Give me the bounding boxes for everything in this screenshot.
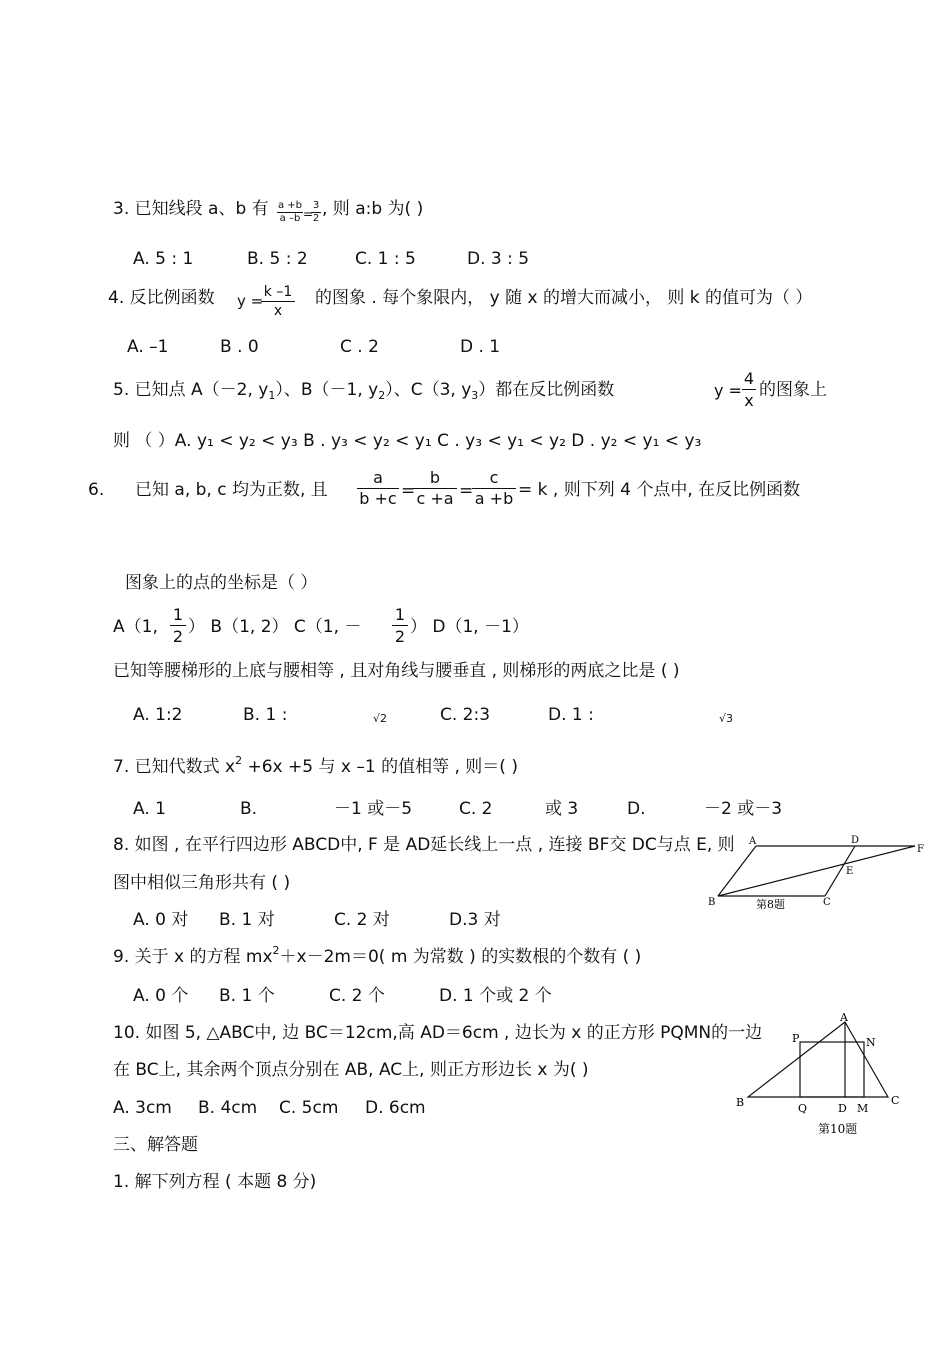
q7-option-b[interactable]: B. xyxy=(240,799,258,819)
q3-option-b[interactable]: B. 5 : 2 xyxy=(247,249,308,269)
q7-option-d[interactable]: D. xyxy=(627,799,646,819)
q10-label-n: N xyxy=(866,1036,876,1049)
q4-option-a[interactable]: A. –1 xyxy=(127,337,169,357)
q10-option-b[interactable]: B. 4cm xyxy=(198,1098,258,1118)
q10-label-m: M xyxy=(857,1102,869,1115)
q6-opt-a-num: 1 xyxy=(172,605,184,624)
trap-option-a[interactable]: A. 1:2 xyxy=(133,705,183,725)
q5-text-e: 的图象上 xyxy=(759,380,827,400)
q7-sup: 2 xyxy=(235,754,243,767)
q7-line-1 xyxy=(113,756,518,780)
q5-line-1 xyxy=(113,379,614,403)
q6-opt-a-den: 2 xyxy=(170,625,186,647)
q5-sub-3: 3 xyxy=(471,389,479,402)
q5-sub-2: 2 xyxy=(378,389,386,402)
section-3-heading: 三、解答题 xyxy=(113,1135,198,1155)
q6-text-a: 已知 a, b, c 均为正数, 且 xyxy=(135,480,328,500)
q9-option-b[interactable]: B. 1 个 xyxy=(219,986,275,1006)
q5-text-d: ）都在反比例函数 xyxy=(478,380,615,400)
q10-line-1: 10. 如图 5, △ABC中, 边 BC＝12cm,高 AD＝6cm , 边长为 x 的正方形 PQMN的一边 xyxy=(113,1023,763,1043)
q3-text-b: , 则 a:b 为( ) xyxy=(322,199,424,219)
q3-frac-num: a +b xyxy=(277,200,303,211)
q8-label-d: D xyxy=(851,835,860,846)
q3-frac-den: a –b xyxy=(277,212,303,225)
q6-frac2-den: c +a xyxy=(413,488,457,509)
q6-frac1-num: a xyxy=(373,468,383,487)
q9-line-1 xyxy=(113,946,641,970)
q6-number: 6. xyxy=(88,480,105,500)
q6-option-bc[interactable]: ） B（1, 2） C（1, － xyxy=(188,617,362,637)
q5-y-eq: y = xyxy=(714,381,742,400)
trap-sqrt3: √3 xyxy=(719,712,734,725)
q6-line-2: 图象上的点的坐标是（ ） xyxy=(125,573,318,593)
q3-option-d[interactable]: D. 3 : 5 xyxy=(467,249,530,269)
q3-option-a[interactable]: A. 5 : 1 xyxy=(133,249,194,269)
q10-option-c[interactable]: C. 5cm xyxy=(279,1098,339,1118)
q5-text-a: 5. 已知点 A（－2, y xyxy=(113,380,269,400)
q6-eq-2: = xyxy=(459,481,474,501)
q7-option-d-value: －2 或－3 xyxy=(704,799,783,819)
q8-label-b: B xyxy=(708,897,716,908)
q8-figure-caption: 第8题 xyxy=(756,898,785,911)
q10-option-d[interactable]: D. 6cm xyxy=(365,1098,426,1118)
q3-option-c[interactable]: C. 1 : 5 xyxy=(355,249,416,269)
q6-option-d[interactable]: ） D（1, －1） xyxy=(410,617,529,637)
q6-frac3-den: a +b xyxy=(472,488,516,509)
q9-option-a[interactable]: A. 0 个 xyxy=(133,986,189,1006)
q8-line-1: 8. 如图 , 在平行四边形 ABCD中, F 是 AD延长线上一点 , 连接 BF交 DC与点 E, 则 xyxy=(113,835,735,855)
q5-sub-1: 1 xyxy=(268,389,276,402)
q6-text-b: = k , 则下列 4 个点中, 在反比例函数 xyxy=(518,480,801,500)
q10-label-d: D xyxy=(838,1102,847,1115)
q4-option-c[interactable]: C . 2 xyxy=(340,337,379,357)
q8-option-a[interactable]: A. 0 对 xyxy=(133,910,189,930)
q7-option-b-value: －1 或－5 xyxy=(334,799,413,819)
q10-label-c: C xyxy=(891,1094,900,1107)
q10-label-p: P xyxy=(792,1032,800,1045)
q6-frac3-num: c xyxy=(489,468,499,487)
q6-opt-c-den: 2 xyxy=(392,625,408,647)
q4-option-b[interactable]: B . 0 xyxy=(220,337,259,357)
q7-text-a: 7. 已知代数式 x xyxy=(113,757,236,777)
q10-label-b: B xyxy=(736,1096,745,1109)
q8-label-c: C xyxy=(823,897,831,908)
q5-line-2: 则 （ ）A. y₁ < y₂ < y₃ B . y₃ < y₂ < y₁ C . y₃ < y₁ < y₂ D . y₂ < y₁ < y₃ xyxy=(113,431,702,451)
q5-frac-num: 4 xyxy=(743,369,755,388)
q6-frac1-den: b +c xyxy=(357,488,399,509)
q8-label-e: E xyxy=(846,866,854,877)
q7-option-a[interactable]: A. 1 xyxy=(133,799,166,819)
q5-text-c: ）、C（3, y xyxy=(385,380,472,400)
q9-option-c[interactable]: C. 2 个 xyxy=(329,986,385,1006)
trap-option-b[interactable]: B. 1 : xyxy=(243,705,288,725)
q5-text-b: ）、B（－1, y xyxy=(275,380,379,400)
q6-option-a[interactable]: A（1, xyxy=(113,617,158,637)
q8-label-a: A xyxy=(749,836,757,847)
q6-eq-1: = xyxy=(401,481,416,501)
q3-text-a: 3. 已知线段 a、b 有 xyxy=(113,199,269,219)
q10-option-a[interactable]: A. 3cm xyxy=(113,1098,172,1118)
q3-frac-eq: = xyxy=(303,207,314,221)
trap-sqrt2: √2 xyxy=(373,712,388,725)
q4-frac-den: x xyxy=(261,301,295,320)
q7-option-c[interactable]: C. 2 xyxy=(459,799,493,819)
q8-option-b[interactable]: B. 1 对 xyxy=(219,910,275,930)
q6-opt-c-num: 1 xyxy=(394,605,406,624)
q10-triangle-figure xyxy=(730,1012,910,1142)
q4-option-d[interactable]: D . 1 xyxy=(460,337,501,357)
q8-option-d[interactable]: D.3 对 xyxy=(449,910,501,930)
q7-text-b: +6x +5 与 x –1 的值相等 , 则＝( ) xyxy=(242,757,518,777)
q6-frac2-num: b xyxy=(429,468,441,487)
trap-text: 已知等腰梯形的上底与腰相等 , 且对角线与腰垂直 , 则梯形的两底之比是 ( ) xyxy=(113,661,680,681)
q8-parallelogram-figure xyxy=(700,832,940,916)
q10-label-a: A xyxy=(840,1012,848,1024)
q4-y-eq: y = xyxy=(237,292,264,310)
q8-option-c[interactable]: C. 2 对 xyxy=(334,910,390,930)
q5-frac-den: x xyxy=(742,389,756,411)
q8-line-2: 图中相似三角形共有 ( ) xyxy=(113,873,291,893)
q4-text-b: 的图象 . 每个象限内， y 随 x 的增大而减小， 则 k 的值可为（ ） xyxy=(315,288,813,308)
q3-frac-r-num: 3 xyxy=(312,200,320,211)
q10-line-2: 在 BC上, 其余两个顶点分别在 AB, AC上, 则正方形边长 x 为( ) xyxy=(113,1060,589,1080)
q9-option-d[interactable]: D. 1 个或 2 个 xyxy=(439,986,552,1006)
q10-figure-caption: 第10题 xyxy=(818,1122,858,1136)
q4-text-a: 4. 反比例函数 xyxy=(108,288,215,308)
q7-option-c-value: 或 3 xyxy=(545,799,579,819)
q8-label-f: F xyxy=(917,844,924,855)
section-3-question-1: 1. 解下列方程 ( 本题 8 分) xyxy=(113,1172,317,1192)
trap-option-c[interactable]: C. 2:3 xyxy=(440,705,491,725)
q10-label-q: Q xyxy=(798,1102,808,1115)
q9-text-a: 9. 关于 x 的方程 mx xyxy=(113,947,273,967)
q3-frac-r-den: 2 xyxy=(312,213,320,224)
q4-frac-num: k –1 xyxy=(263,284,293,300)
q9-text-b: ＋x－2m＝0( m 为常数 ) 的实数根的个数有 ( ) xyxy=(279,947,642,967)
trap-option-d[interactable]: D. 1 : xyxy=(548,705,594,725)
q9-sup: 2 xyxy=(272,944,280,957)
